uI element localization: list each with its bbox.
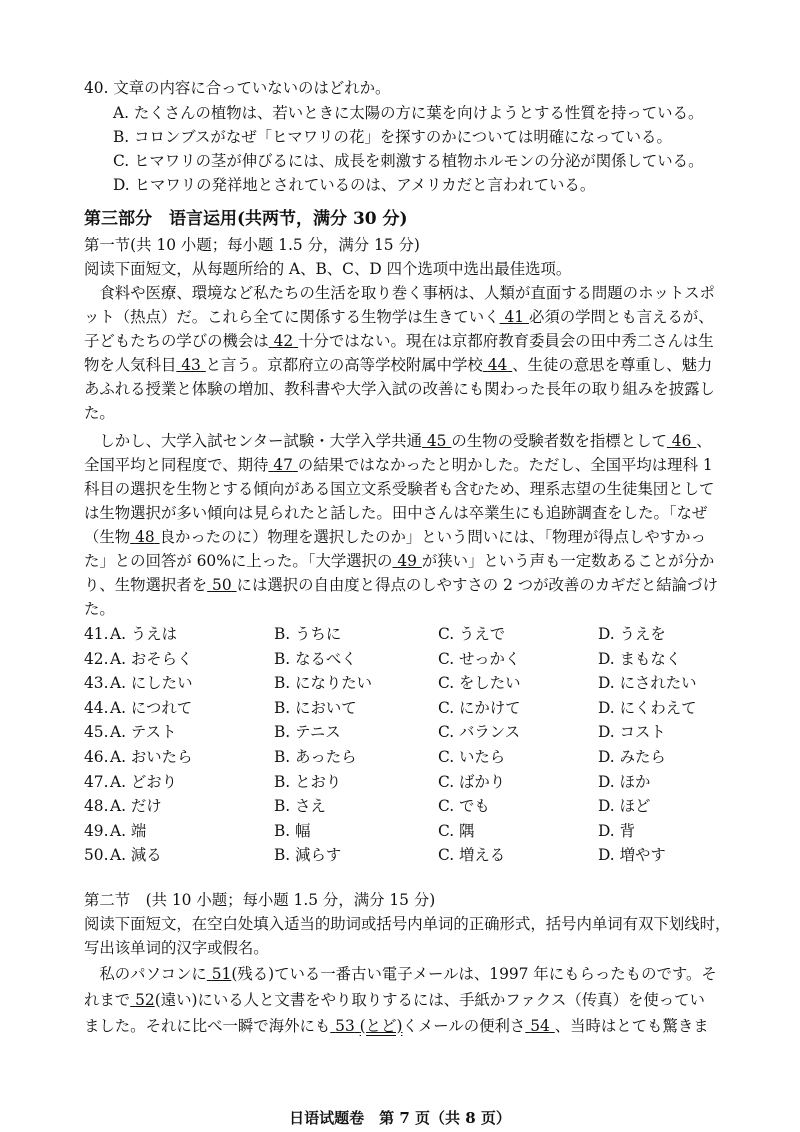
blank-47: 47 (273, 456, 293, 474)
blank-48: 48 (135, 528, 155, 546)
passage-line: た」との回答が 60%に上った。「大学選択の 49 が狭い」という声も一定数あることが分か (84, 552, 715, 570)
passage-line: た。 (84, 404, 115, 422)
choice-row: 46. A. おいたら B. あったら C. いたら D. みたら (84, 748, 666, 766)
choice-row: 49. A. 端 B. 幅 C. 隅 D. 背 (84, 821, 635, 840)
choice-row: 45. A. テスト B. テニス C. バランス D. コスト (84, 723, 666, 742)
blank-41: 41 (504, 308, 525, 326)
q40-option-b: B. コロンブスがなぜ「ヒマワリの花」を探すのかについては明確になっている。 (113, 128, 672, 146)
blank-44: 44 (487, 356, 508, 374)
section2-instruction-line: 写出该单词的汉字或假名。 (84, 939, 269, 957)
choice-row: 44. A. につれて B. において C. にかけて D. にくわえて (84, 698, 697, 717)
blank-51: 51 (211, 965, 232, 983)
blank-46: 46 (671, 432, 692, 450)
section2-title: 第二节 (共 10 小题；每小题 1.5 分，满分 15 分) (84, 891, 436, 909)
blank-45: 45 (426, 432, 447, 450)
choice-row: 43. A. にしたい B. になりたい C. をしたい D. にされたい (84, 674, 697, 693)
part3-title: 第三部分 语言运用(共两节，满分 30 分) (84, 209, 408, 229)
passage-line: （生物 48 良かったのに）物理を選択したのか」という問いには、「物理が得点しやすかっ (84, 528, 706, 546)
passage-line: 子どもたちの学びの機会は 42 十分ではない。現在は京都府教育委員会の田中秀二さんは生 (84, 332, 714, 350)
passage-line: 全国平均と同程度で、期待 47 の結果ではなかったと明かした。ただし、全国平均は理科 1 (84, 456, 713, 474)
q40-stem: 40. 文章の内容に合っていないのはどれか。 (84, 79, 391, 97)
passage-line: 物を人気科目 43 と言う。京都府立の高等学校附属中学校 44 、生徒の意思を尊重し、魅力 (84, 356, 713, 374)
blank-50: 50 (212, 576, 232, 594)
blank-49: 49 (397, 552, 417, 570)
choice-row: 42. A. おそらく B. なるべく C. せっかく D. まもなく (84, 649, 682, 668)
choice-row: 50. A. 減る B. 減らす C. 増える D. 増やす (84, 846, 666, 865)
passage2-line: れまで 52(遠い)にいる人と文書をやり取りするには、手紙かファクス（传真）を使ってい (84, 991, 705, 1009)
passage-line: り、生物選択者を 50 には選択の自由度と得点のしやすさの 2 つが改善のカギだと結論づけ (84, 576, 718, 594)
page-footer: 日语试题卷 第 7 页（共 8 页） (289, 1109, 511, 1127)
section1-title: 第一节(共 10 小题；每小题 1.5 分，满分 15 分) (84, 236, 420, 254)
q40-option-a: A. たくさんの植物は、若いときに太陽の方に葉を向けようとする性質を持っている。 (113, 104, 704, 122)
choice-row: 48. A. だけ B. さえ C. でも D. ほど (84, 797, 651, 816)
blank-43: 43 (181, 356, 201, 374)
choice-row: 47. A. どおり B. とおり C. ばかり D. ほか (84, 772, 651, 791)
blank-53: 53 (335, 1017, 355, 1035)
double-underlined-word: (とど) (359, 1017, 403, 1035)
passage-line: た。 (84, 600, 115, 618)
passage-line: しかし、大学入試センター試験・大学入学共通 45 の生物の受験者数を指標として 46 、 (84, 432, 712, 450)
choice-row: 41. A. うえは B. うちに C. うえで D. うえを (84, 625, 666, 643)
passage-line: 科目の選択を生物とする傾向がある国立文系受験者も含むため、理系志望の生徒集団として (84, 480, 715, 498)
passage-line: ット（热点）だ。これら全てに関係する生物学は生きていく 41 必須の学問とも言えるが、 (84, 308, 714, 326)
passage2-line: ました。それに比べ一瞬で海外にも 53 (とど)くメールの便利さ 54 、当時はとても驚きま (84, 1017, 709, 1035)
passage2-line: 私のパソコンに 51(残る)ている一番古い電子メールは、1997 年にもらったものです。そ (84, 965, 717, 983)
section2-instruction-line: 阅读下面短文，在空白处填入适当的助词或括号内单词的正确形式，括号内单词有双下划线时， (84, 915, 731, 933)
passage-line: は生物選択が多い傾向は見られたと話した。田中さんは卒業生にも追跡調査をした。「なぜ (84, 504, 708, 522)
q40-option-c: C. ヒマワリの茎が伸びるには、成長を刺激する植物ホルモンの分泌が関係している。 (113, 152, 704, 170)
blank-54: 54 (530, 1017, 550, 1035)
section1-instruction: 阅读下面短文，从每题所给的 A、B、C、D 四个选项中选出最佳选项。 (84, 260, 572, 278)
passage-line: 食料や医療、環境など私たちの生活を取り巻く事柄は、人類が直面する問題のホットスポ (84, 284, 715, 302)
passage-line: あふれる授業と体験の増加、教科書や大学入試の改善にも関わった長年の取り組みを披露し (84, 380, 715, 398)
q40-option-d: D. ヒマワリの発祥地とされているのは、アメリカだと言われている。 (113, 176, 596, 194)
blank-42: 42 (273, 332, 294, 350)
blank-52: 52 (135, 991, 155, 1009)
